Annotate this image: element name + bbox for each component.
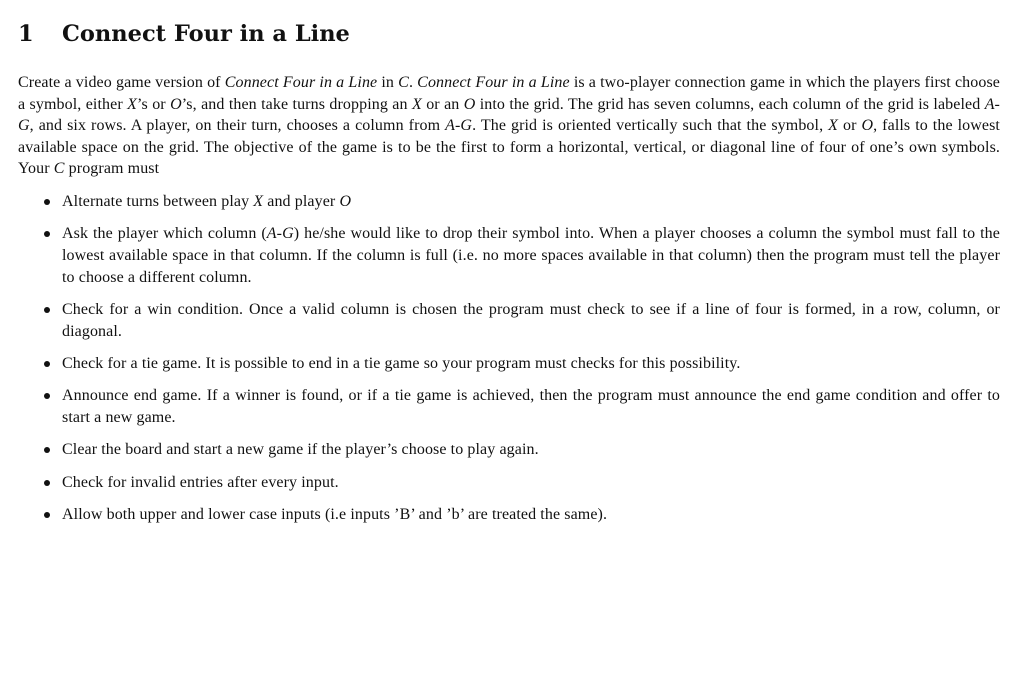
intro-emphasis: A-G xyxy=(445,117,473,135)
intro-emphasis: X xyxy=(411,95,422,113)
list-item xyxy=(18,223,1000,288)
intro-text: ’s, and then take turns dropping an xyxy=(181,95,412,113)
intro-emphasis: C xyxy=(53,160,65,178)
intro-paragraph xyxy=(18,72,1000,180)
bullet-icon xyxy=(44,361,50,367)
bullet-icon xyxy=(44,231,50,237)
bullet-icon xyxy=(44,480,50,486)
section-number: 1 xyxy=(18,21,34,47)
list-item xyxy=(18,385,1000,428)
list-item xyxy=(18,504,1000,526)
list-item-text: Check for a tie game. It is possible to end in a tie game so your program must checks for this possibility. xyxy=(62,354,741,372)
document-page xyxy=(18,18,1000,536)
list-item-text: Alternate turns between play X and player O xyxy=(62,192,352,210)
intro-text: . The grid is oriented vertically such that the symbol, xyxy=(472,117,829,135)
list-item xyxy=(18,191,1000,213)
list-item xyxy=(18,353,1000,375)
bullet-icon xyxy=(44,447,50,453)
intro-text: Create a video game version of xyxy=(18,74,225,91)
intro-text: or xyxy=(838,117,862,135)
intro-emphasis: X xyxy=(127,95,137,113)
intro-text: or an xyxy=(421,95,464,113)
list-item-text: Check for a win condition. Once a valid column is chosen the program must check to see if a line of four is formed, in a row, column, or diagonal. xyxy=(62,300,1000,340)
intro-text: into the grid. The grid has seven columns, each column of the grid is labeled xyxy=(475,95,985,113)
intro-text: program must xyxy=(64,160,160,178)
intro-text: is a two-player connection game in which the players first choose a symbol, either xyxy=(18,74,1000,113)
list-item-text: Ask the player which column (A-G) he/she would like to drop their symbol into. When a player chooses a column the symbol must fall to the lowest available space in that column. If the column is full (i.e. no more spaces available in that column) then the program must tell the player to choose a different column. xyxy=(62,225,1000,286)
bullet-icon xyxy=(44,199,50,205)
list-item xyxy=(18,439,1000,461)
list-item xyxy=(18,472,1000,494)
section-title: Connect Four in a Line xyxy=(62,21,350,47)
intro-emphasis: O xyxy=(861,117,874,135)
bullet-icon xyxy=(44,512,50,518)
requirements-list xyxy=(18,191,1000,526)
list-item-text: Clear the board and start a new game if the player’s choose to play again. xyxy=(62,441,539,459)
bullet-icon xyxy=(44,307,50,313)
intro-text: , falls to the lowest available space on the grid. The objective of the game is to be the first to form a horizontal, vertical, or diagonal line of four of one’s own symbols. Your xyxy=(18,117,1000,178)
intro-text: ’s or xyxy=(136,95,171,113)
list-item-text: Announce end game. If a winner is found, or if a tie game is achieved, then the program must announce the end game condition and offer to start a new game. xyxy=(62,387,1000,426)
intro-emphasis: C xyxy=(398,74,409,91)
intro-emphasis: Connect Four in a Line xyxy=(417,74,570,91)
intro-emphasis: A-G xyxy=(18,95,1000,135)
intro-emphasis: X xyxy=(828,117,839,135)
list-item xyxy=(18,299,1000,342)
intro-text: . xyxy=(408,74,418,91)
section-heading xyxy=(18,18,1000,50)
list-item-text: Check for invalid entries after every input. xyxy=(62,473,339,491)
intro-text: , and six rows. A player, on their turn, chooses a column from xyxy=(29,117,446,135)
list-item-text: Allow both upper and lower case inputs (i.e inputs ’B’ and ’b’ are treated the same). xyxy=(62,506,608,524)
intro-emphasis: Connect Four in a Line xyxy=(224,74,378,91)
intro-emphasis: O xyxy=(463,95,476,113)
bullet-icon xyxy=(44,393,50,399)
intro-text: in xyxy=(377,74,399,91)
intro-emphasis: O xyxy=(170,95,182,113)
